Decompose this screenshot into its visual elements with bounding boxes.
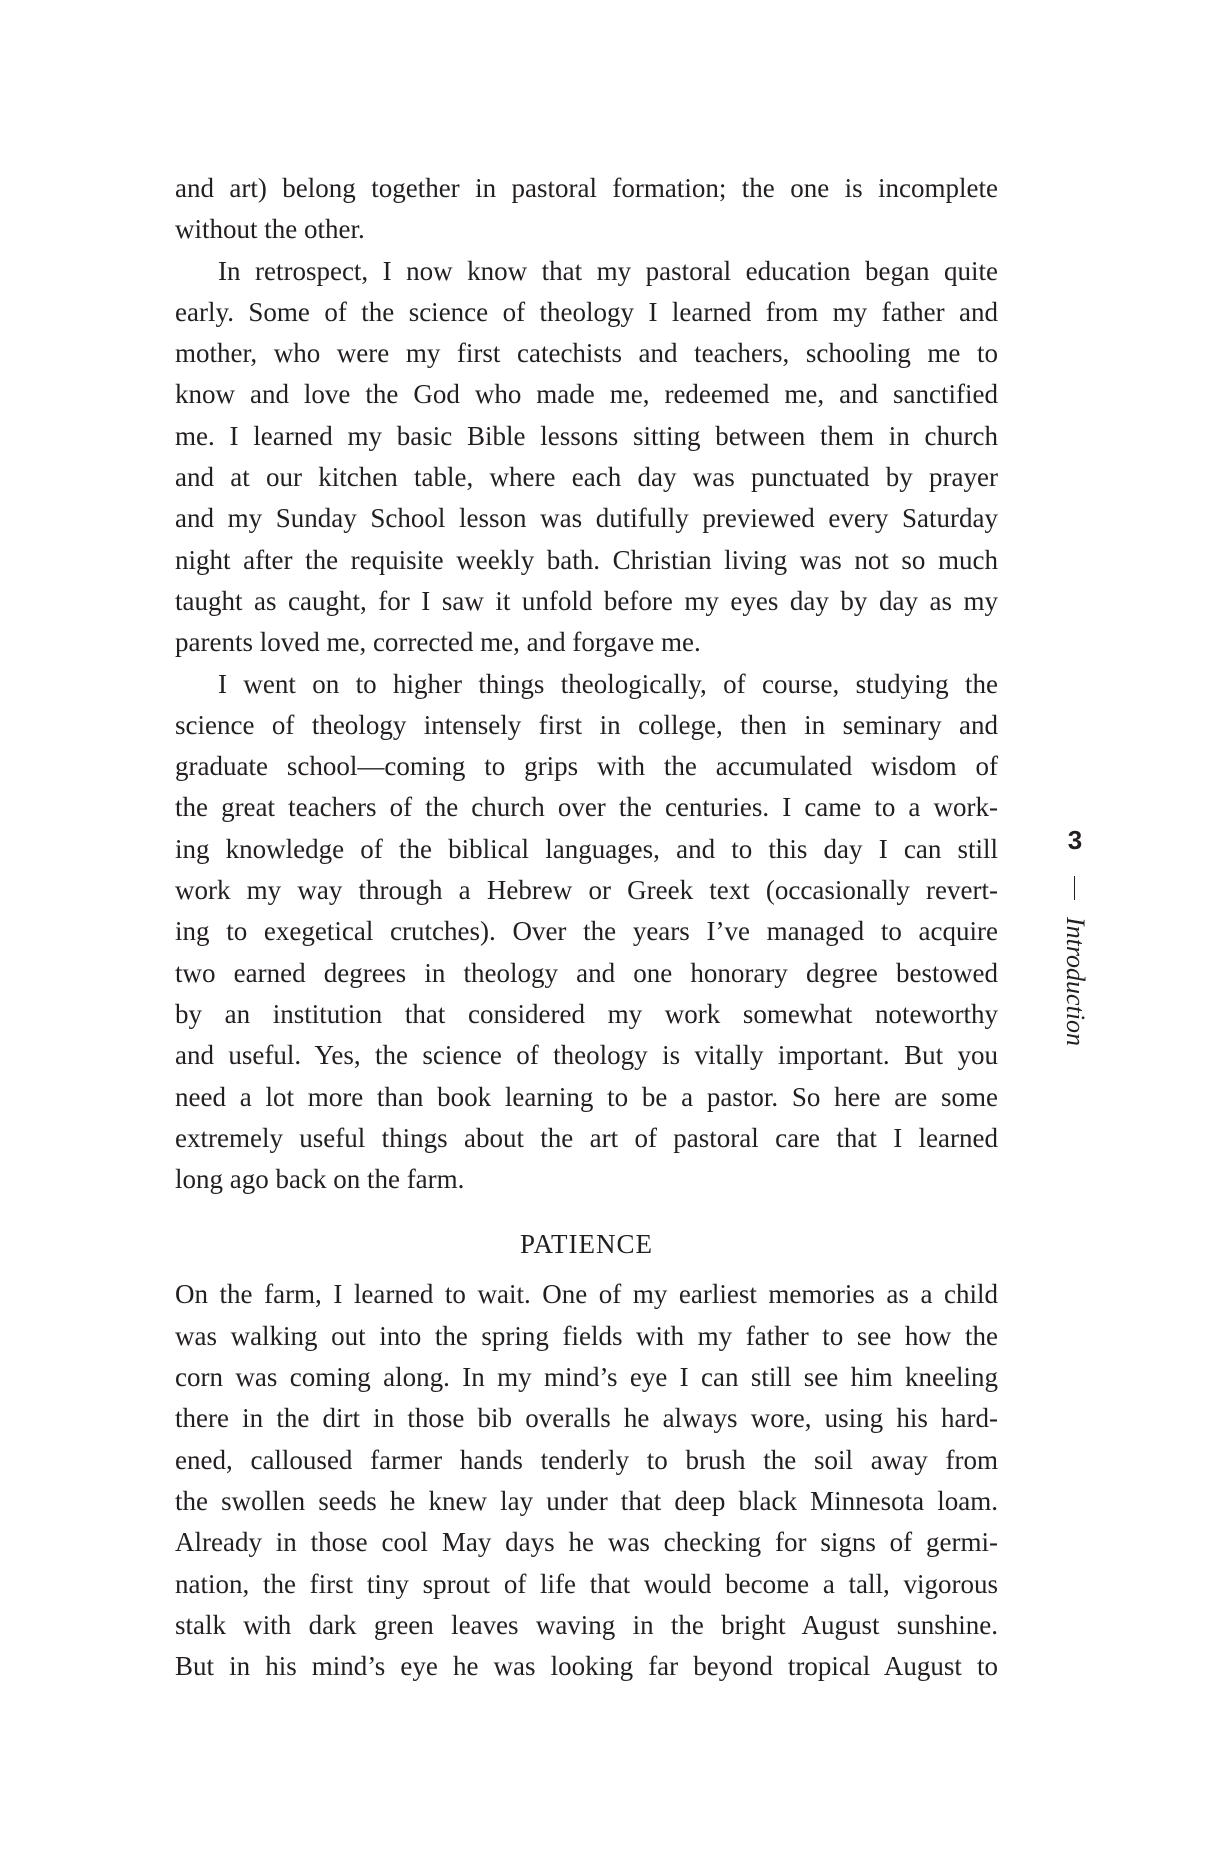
header-divider [1074,876,1075,900]
text-line: extremely useful things about the art of pastoral care that I learned [175,1122,998,1153]
text-line: was walking out into the spring fields with my father to see how the [175,1320,998,1351]
text-line: early. Some of the science of theology I learned from my father and [175,296,998,327]
running-title: Introduction [1061,917,1090,1047]
text-line: and art) belong together in pastoral formation; the one is incomplete [175,173,998,203]
text-line: by an institution that considered my work somewhat noteworthy [175,998,998,1029]
text-line: ened, calloused farmer hands tenderly to brush the soil away from [175,1444,998,1475]
text-line: science of theology intensely first in college, then in seminary and [175,709,998,740]
text-line: the great teachers of the church over the centuries. I came to a work- [175,792,998,823]
text-line: long ago back on the farm. [175,1164,465,1195]
text-line: graduate school—coming to grips with the accumulated wisdom of [175,751,998,782]
text-line: know and love the God who made me, redeemed me, and sanctified [175,379,998,410]
text-line: need a lot more than book learning to be a pastor. So here are some [175,1081,998,1112]
text-line: and my Sunday School lesson was dutifully previewed every Saturday [175,503,998,534]
text-line: taught as caught, for I saw it unfold before my eyes day by day as my [175,585,998,616]
text-line: mother, who were my first catechists and teachers, schooling me to [175,338,998,369]
text-line: In retrospect, I now know that my pastoral education began quite [218,255,998,286]
text-line: nation, the first tiny sprout of life that would become a tall, vigorous [175,1568,998,1599]
text-line: and useful. Yes, the science of theology is vitally important. But you [175,1040,998,1071]
text-line: stalk with dark green leaves waving in the bright August sunshine. [175,1609,998,1640]
text-line: parents loved me, corrected me, and forgave me. [175,627,701,658]
text-line: But in his mind’s eye he was looking far beyond tropical August to [175,1651,998,1682]
text-line: ing to exegetical crutches). Over the years I’ve managed to acquire [175,916,998,947]
text-line: Already in those cool May days he was checking for signs of germi- [175,1527,998,1558]
text-line: ing knowledge of the biblical languages, and to this day I can still [175,833,998,864]
text-line: night after the requisite weekly bath. Christian living was not so much [175,544,998,575]
text-line: there in the dirt in those bib overalls he always wore, using his hard- [175,1403,998,1434]
text-line: the swollen seeds he knew lay under that deep black Minnesota loam. [175,1485,998,1516]
page-number: 3 [1067,825,1083,855]
text-line: corn was coming along. In my mind’s eye I can still see him kneeling [175,1362,998,1393]
text-line: work my way through a Hebrew or Greek text (occasionally revert- [175,875,998,906]
text-line: and at our kitchen table, where each day was punctuated by prayer [175,462,998,493]
text-line: me. I learned my basic Bible lessons sitting between them in church [175,420,998,451]
section-heading: PATIENCE [519,1229,654,1260]
text-line: I went on to higher things theologically, of course, studying the [218,668,998,699]
text-line: without the other. [175,214,365,245]
text-line: On the farm, I learned to wait. One of my earliest memories as a child [175,1279,998,1310]
text-line: two earned degrees in theology and one honorary degree bestowed [175,957,998,988]
body-text [175,168,998,1687]
